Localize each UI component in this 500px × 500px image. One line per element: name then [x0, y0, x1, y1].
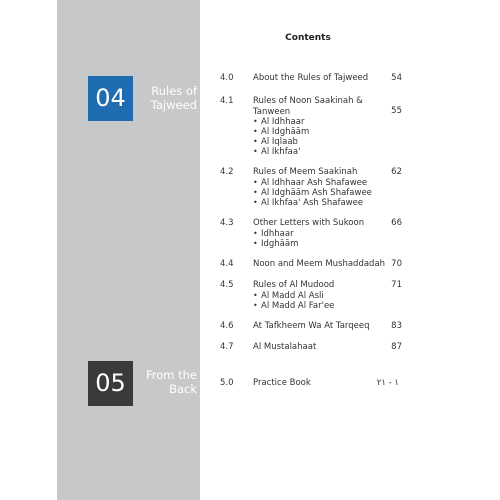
chapter-title-line: Rules of	[151, 84, 197, 98]
entry-page: 62	[391, 167, 402, 177]
list-item: • Al Iqlaab	[253, 137, 309, 147]
list-item: • Al Idhhaar Ash Shafawee	[253, 178, 372, 188]
entry-number: 4.5	[220, 280, 234, 290]
entry-number: 4.2	[220, 167, 234, 177]
list-item: • Al Ikhfaa' Ash Shafawee	[253, 198, 372, 208]
entry-title: Other Letters with Sukoon	[253, 218, 365, 228]
entry-page: 55	[391, 106, 402, 116]
chapter-title-line: Back	[169, 382, 197, 396]
entry-page: ١ - ٢١	[376, 378, 399, 388]
list-item: • Al Idghāām Ash Shafawee	[253, 188, 372, 198]
entry-subtopics	[253, 117, 309, 157]
entry-page: 83	[391, 321, 402, 331]
entry-page: 54	[391, 73, 402, 83]
entry-title: About the Rules of Tajweed	[253, 73, 369, 83]
list-item: • Idhhaar	[253, 229, 298, 239]
entry-title: Rules of Al Mudood	[253, 280, 335, 290]
entry-number: 4.4	[220, 259, 234, 269]
entry-title-line: Rules of Noon Saakinah &	[253, 96, 363, 106]
entry-title: At Tafkheem Wa At Tarqeeq	[253, 321, 370, 331]
entry-number: 4.3	[220, 218, 234, 228]
chapter-number-04: 04	[88, 76, 133, 121]
entry-page: 66	[391, 218, 402, 228]
list-item: • Idghāām	[253, 239, 298, 249]
chapter-title-line: From the	[145, 368, 197, 382]
entry-page: 87	[391, 342, 402, 352]
contents-heading: Contents	[285, 33, 331, 43]
entry-title: Rules of Meem Saakinah	[253, 167, 358, 177]
entry-subtopics	[253, 291, 334, 311]
chapter-number-05: 05	[88, 361, 133, 406]
entry-number: 4.6	[220, 321, 234, 331]
list-item: • Al Ikhfaa'	[253, 147, 309, 157]
entry-number: 5.0	[220, 378, 234, 388]
entry-page: 70	[391, 259, 402, 269]
chapter-title-line: Tajweed	[150, 98, 197, 112]
entry-number: 4.0	[220, 73, 234, 83]
list-item: • Al Madd Al Asli	[253, 291, 334, 301]
entry-title-line: Tanween	[253, 107, 291, 117]
entry-title: Noon and Meem Mushaddadah	[253, 259, 386, 269]
entry-number: 4.1	[220, 96, 234, 106]
entry-subtopics	[253, 229, 298, 249]
list-item: • Al Idghāām	[253, 127, 309, 137]
entry-number: 4.7	[220, 342, 234, 352]
entry-title: Al Mustalahaat	[253, 342, 317, 352]
list-item: • Al Madd Al Far'ee	[253, 301, 334, 311]
entry-page: 71	[391, 280, 402, 290]
entry-title	[253, 96, 383, 118]
entry-subtopics	[253, 178, 372, 208]
entry-title: Practice Book	[253, 378, 311, 388]
list-item: • Al Idhhaar	[253, 117, 309, 127]
